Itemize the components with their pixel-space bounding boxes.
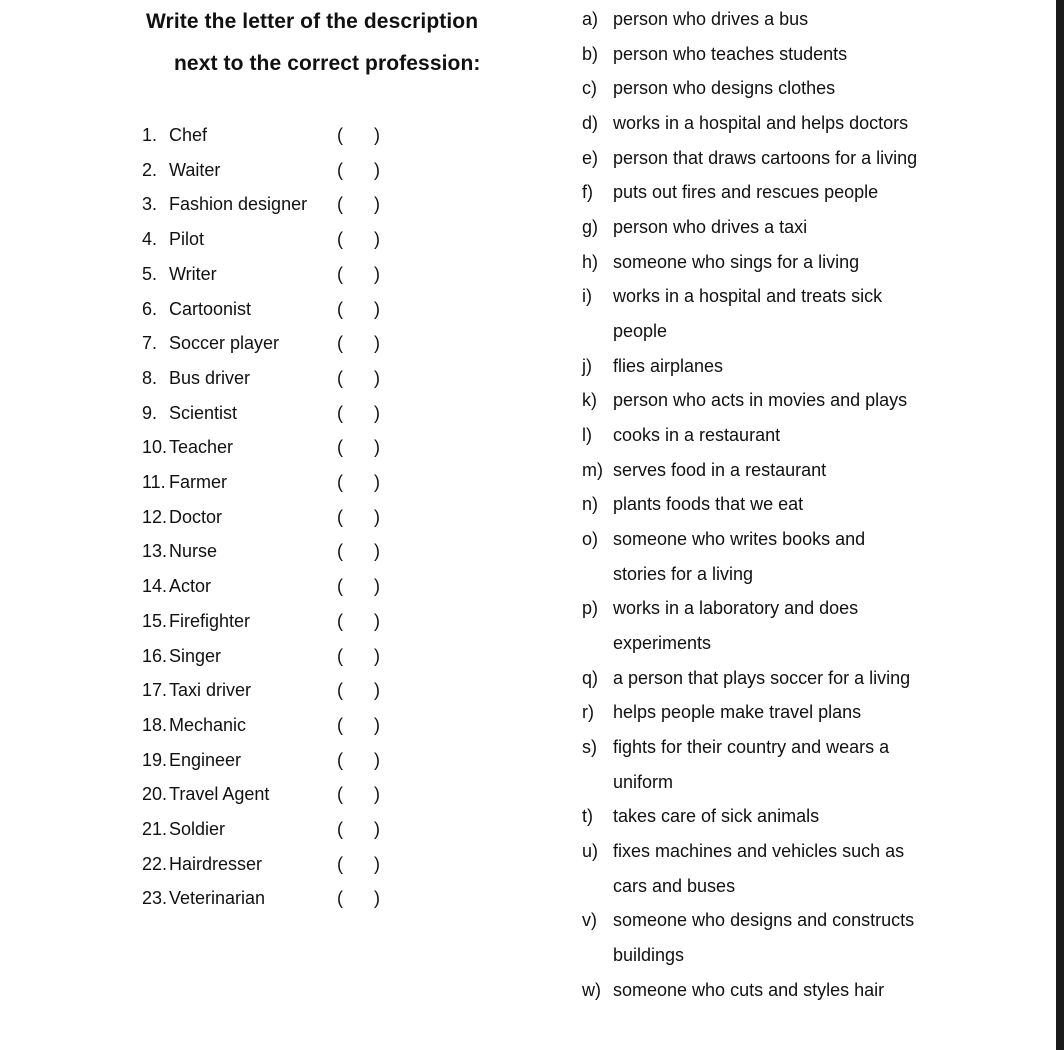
answer-blank-open-paren: ( <box>337 888 343 909</box>
description-text: people <box>613 321 668 342</box>
answer-blank-close-paren: ) <box>374 784 380 805</box>
profession-number: 8. <box>142 367 158 388</box>
profession-name: Soccer player <box>169 333 280 354</box>
description-letter: r) <box>582 702 594 723</box>
answer-blank-open-paren: ( <box>337 229 343 250</box>
description-text: person who drives a taxi <box>613 217 808 238</box>
profession-name: Waiter <box>169 159 221 180</box>
description-text: fights for their country and wears a <box>613 737 890 758</box>
profession-name: Mechanic <box>169 714 247 735</box>
answer-blank-open-paren: ( <box>337 784 343 805</box>
profession-number: 15. <box>142 610 168 631</box>
profession-name: Scientist <box>169 402 238 423</box>
answer-blank-open-paren: ( <box>337 749 343 770</box>
description-letter: j) <box>582 355 592 376</box>
description-text: someone who designs and constructs <box>613 910 915 931</box>
profession-number: 7. <box>142 333 158 354</box>
profession-number: 21. <box>142 819 168 839</box>
profession-name: Hairdresser <box>169 853 263 874</box>
description-letter: p) <box>582 598 599 619</box>
description-text: stories for a living <box>613 563 754 584</box>
description-text: cooks in a restaurant <box>613 425 781 446</box>
description-text: person who acts in movies and plays <box>613 390 908 411</box>
profession-name: Soldier <box>169 819 226 839</box>
profession-number: 13. <box>142 541 168 562</box>
answer-blank-close-paren: ) <box>374 472 380 492</box>
answer-blank-open-paren: ( <box>337 506 343 527</box>
answer-blank-open-paren: ( <box>337 680 343 701</box>
description-text: cars and buses <box>613 875 736 896</box>
description-text: someone who sings for a living <box>613 251 860 272</box>
answer-blank-open-paren: ( <box>337 194 343 215</box>
profession-number: 17. <box>142 680 168 701</box>
answer-blank-open-paren: ( <box>337 714 343 735</box>
answer-blank-close-paren: ) <box>374 194 380 215</box>
answer-blank-close-paren: ) <box>374 333 380 354</box>
answer-blank-close-paren: ) <box>374 819 380 839</box>
answer-blank-close-paren: ) <box>374 159 380 180</box>
answer-blank-open-paren: ( <box>337 610 343 631</box>
profession-name: Doctor <box>169 506 223 527</box>
description-text: person who drives a bus <box>613 9 809 29</box>
answer-blank-close-paren: ) <box>374 853 380 874</box>
instructions-line-1: Write the letter of the description <box>146 10 479 33</box>
profession-name: Bus driver <box>169 367 251 388</box>
profession-name: Travel Agent <box>169 784 270 805</box>
instructions-line-2: next to the correct profession: <box>174 52 481 75</box>
answer-blank-open-paren: ( <box>337 159 343 180</box>
description-letter: q) <box>582 667 599 688</box>
profession-number: 18. <box>142 714 168 735</box>
description-letter: w) <box>582 979 601 1000</box>
profession-name: Farmer <box>169 472 227 492</box>
answer-blank-close-paren: ) <box>374 680 380 701</box>
profession-name: Nurse <box>169 541 218 562</box>
answer-blank-close-paren: ) <box>374 610 380 631</box>
profession-name: Actor <box>169 576 212 597</box>
answer-blank-close-paren: ) <box>374 437 380 458</box>
answer-blank-close-paren: ) <box>374 402 380 423</box>
answer-blank-open-paren: ( <box>337 853 343 874</box>
description-text: takes care of sick animals <box>613 806 820 827</box>
profession-number: 1. <box>142 125 158 145</box>
profession-name: Fashion designer <box>169 194 308 215</box>
description-text: person that draws cartoons for a living <box>613 147 918 168</box>
description-letter: n) <box>582 494 599 515</box>
answer-blank-open-paren: ( <box>337 263 343 284</box>
profession-name: Veterinarian <box>169 888 266 909</box>
profession-number: 19. <box>142 749 168 770</box>
answer-blank-close-paren: ) <box>374 298 380 319</box>
answer-blank-close-paren: ) <box>374 229 380 250</box>
answer-blank-open-paren: ( <box>337 333 343 354</box>
right-edge-bar <box>1056 0 1064 1050</box>
answer-blank-close-paren: ) <box>374 263 380 284</box>
answer-blank-close-paren: ) <box>374 367 380 388</box>
profession-number: 22. <box>142 853 168 874</box>
profession-number: 10. <box>142 437 168 458</box>
answer-blank-open-paren: ( <box>337 402 343 423</box>
description-letter: d) <box>582 113 599 133</box>
profession-name: Writer <box>169 263 217 284</box>
description-letter: a) <box>582 9 599 29</box>
description-text: someone who cuts and styles hair <box>613 979 885 1000</box>
description-letter: v) <box>582 910 597 931</box>
answer-blank-open-paren: ( <box>337 125 343 145</box>
description-letter: e) <box>582 147 599 168</box>
description-text: serves food in a restaurant <box>613 459 827 480</box>
profession-name: Firefighter <box>169 610 251 631</box>
description-letter: o) <box>582 529 599 550</box>
profession-name: Chef <box>169 125 208 145</box>
description-letter: i) <box>582 286 592 307</box>
description-letter: h) <box>582 251 599 272</box>
profession-number: 5. <box>142 263 158 284</box>
profession-number: 2. <box>142 159 158 180</box>
answer-blank-close-paren: ) <box>374 888 380 909</box>
description-letter: s) <box>582 737 597 758</box>
answer-blank-open-paren: ( <box>337 472 343 492</box>
profession-number: 14. <box>142 576 168 597</box>
profession-name: Cartoonist <box>169 298 252 319</box>
profession-number: 12. <box>142 506 168 527</box>
answer-blank-open-paren: ( <box>337 437 343 458</box>
description-letter: m) <box>582 459 603 480</box>
description-letter: f) <box>582 182 593 203</box>
description-text: helps people make travel plans <box>613 702 862 723</box>
profession-number: 9. <box>142 402 158 423</box>
description-text: someone who writes books and <box>613 529 866 550</box>
answer-blank-close-paren: ) <box>374 576 380 597</box>
answer-blank-open-paren: ( <box>337 541 343 562</box>
description-letter: l) <box>582 425 592 446</box>
description-text: person who teaches students <box>613 43 848 64</box>
description-text: person who designs clothes <box>613 78 836 99</box>
profession-number: 20. <box>142 784 168 805</box>
profession-number: 16. <box>142 645 168 666</box>
profession-number: 3. <box>142 194 158 215</box>
profession-number: 6. <box>142 298 158 319</box>
answer-blank-open-paren: ( <box>337 367 343 388</box>
profession-name: Engineer <box>169 749 242 770</box>
description-text: uniform <box>613 771 674 792</box>
description-text: a person that plays soccer for a living <box>613 667 911 688</box>
profession-number: 11. <box>142 472 166 492</box>
profession-name: Pilot <box>169 229 205 250</box>
description-text: flies airplanes <box>613 355 724 376</box>
description-text: fixes machines and vehicles such as <box>613 841 905 862</box>
answer-blank-open-paren: ( <box>337 819 343 839</box>
description-text: works in a hospital and helps doctors <box>613 113 909 133</box>
answer-blank-open-paren: ( <box>337 645 343 666</box>
profession-number: 23. <box>142 888 168 909</box>
description-letter: u) <box>582 841 599 862</box>
answer-blank-close-paren: ) <box>374 125 380 145</box>
description-letter: g) <box>582 217 599 238</box>
answer-blank-close-paren: ) <box>374 506 380 527</box>
description-letter: b) <box>582 43 599 64</box>
profession-name: Singer <box>169 645 222 666</box>
description-text: buildings <box>613 945 685 966</box>
profession-name: Taxi driver <box>169 680 252 701</box>
description-text: plants foods that we eat <box>613 494 804 515</box>
answer-blank-open-paren: ( <box>337 298 343 319</box>
description-letter: t) <box>582 806 593 827</box>
description-letter: k) <box>582 390 597 411</box>
answer-blank-close-paren: ) <box>374 714 380 735</box>
description-text: works in a laboratory and does <box>613 598 859 619</box>
answer-blank-close-paren: ) <box>374 749 380 770</box>
profession-name: Teacher <box>169 437 234 458</box>
profession-number: 4. <box>142 229 158 250</box>
description-text: puts out fires and rescues people <box>613 182 879 203</box>
description-text: experiments <box>613 633 712 654</box>
answer-blank-close-paren: ) <box>374 645 380 666</box>
description-letter: c) <box>582 78 597 99</box>
answer-blank-open-paren: ( <box>337 576 343 597</box>
answer-blank-close-paren: ) <box>374 541 380 562</box>
description-text: works in a hospital and treats sick <box>613 286 883 307</box>
